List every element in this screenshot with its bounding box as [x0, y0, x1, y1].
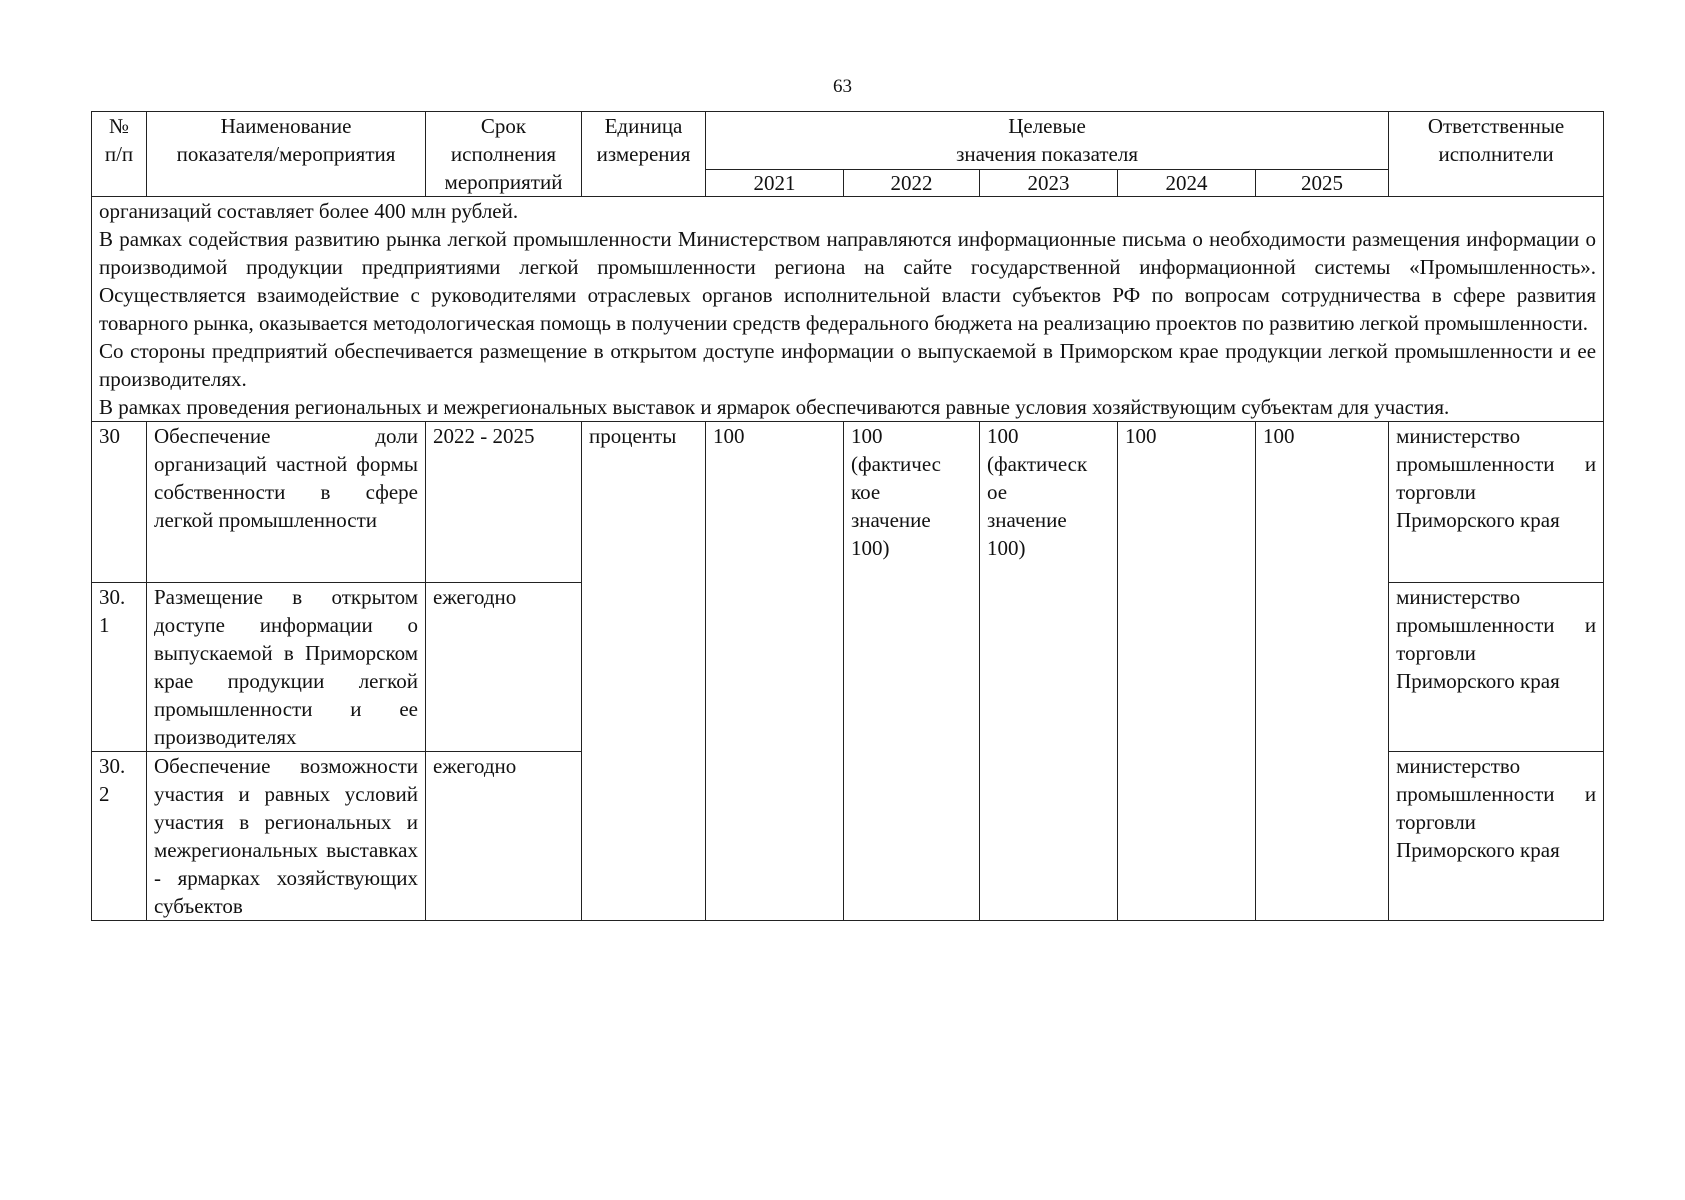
- row-term: ежегодно: [426, 583, 582, 752]
- page-number: 63: [833, 76, 852, 97]
- row-value-2025: 100: [1256, 422, 1389, 921]
- row-value-2021: 100: [706, 422, 844, 921]
- note-text: [92, 197, 1604, 422]
- table-row: [92, 422, 1604, 583]
- row-name: Размещение в открытом доступе информации о выпускаемой в Приморском крае продукции легкой промышленности и ее производителях: [147, 583, 426, 752]
- row-value-2023: 100 (фактическ ое значение 100): [980, 422, 1118, 921]
- note-paragraph: организаций составляет более 400 млн рублей.: [99, 199, 519, 223]
- row-responsible: министерство промышленности и торговли Приморского края: [1389, 583, 1604, 752]
- header-year-2024: 2024: [1118, 169, 1256, 196]
- header-unit: Единица измерения: [582, 112, 706, 197]
- note-paragraph: В рамках проведения региональных и межрегиональных выставок и ярмарок обеспечиваются равные условия хозяйствующим субъектам для участия.: [99, 395, 1450, 419]
- header-responsible: Ответственные исполнители: [1389, 112, 1604, 197]
- row-unit: проценты: [582, 422, 706, 921]
- row-name: Обеспечение доли организаций частной формы собственности в сфере легкой промышленности: [147, 422, 426, 583]
- header-year-2025: 2025: [1256, 169, 1389, 196]
- note-paragraph: Со стороны предприятий обеспечивается размещение в открытом доступе информации о выпускаемой в Приморском крае продукции легкой промышленности и ее производителях.: [99, 339, 1597, 391]
- header-year-2022: 2022: [844, 169, 980, 196]
- row-num: 30. 2: [92, 752, 147, 921]
- header-term: Срок исполнения мероприятий: [426, 112, 582, 197]
- header-targets: Целевые значения показателя: [706, 112, 1389, 170]
- row-value-2024: 100: [1118, 422, 1256, 921]
- row-num: 30: [92, 422, 147, 583]
- row-term: 2022 - 2025: [426, 422, 582, 583]
- row-value-2022: 100 (фактичес кое значение 100): [844, 422, 980, 921]
- row-name: Обеспечение возможности участия и равных условий участия в региональных и межрегиональных выставках - ярмарках хозяйствующих субъектов: [147, 752, 426, 921]
- row-responsible: министерство промышленности и торговли Приморского края: [1389, 752, 1604, 921]
- note-paragraph: В рамках содействия развитию рынка легкой промышленности Министерством направляются информационные письма о необходимости размещения информации о производимой продукции предприятиями легкой промышленности региона на сайте государственной информационной системы «Промышленность». Осуществляется взаимодействие с руководителями отраслевых органов исполнительной власти субъектов РФ по вопросам сотрудничества в сфере развития товарного рынка, оказывается методологическая помощь в получении средств федерального бюджета на реализацию проектов по развитию легкой промышленности.: [99, 227, 1597, 335]
- header-year-2023: 2023: [980, 169, 1118, 196]
- header-name: Наименование показателя/мероприятия: [147, 112, 426, 197]
- row-term: ежегодно: [426, 752, 582, 921]
- row-num: 30. 1: [92, 583, 147, 752]
- header-year-2021: 2021: [706, 169, 844, 196]
- row-responsible: министерство промышленности и торговли Приморского края: [1389, 422, 1604, 583]
- indicators-table: [91, 111, 1604, 921]
- header-num: № п/п: [92, 112, 147, 197]
